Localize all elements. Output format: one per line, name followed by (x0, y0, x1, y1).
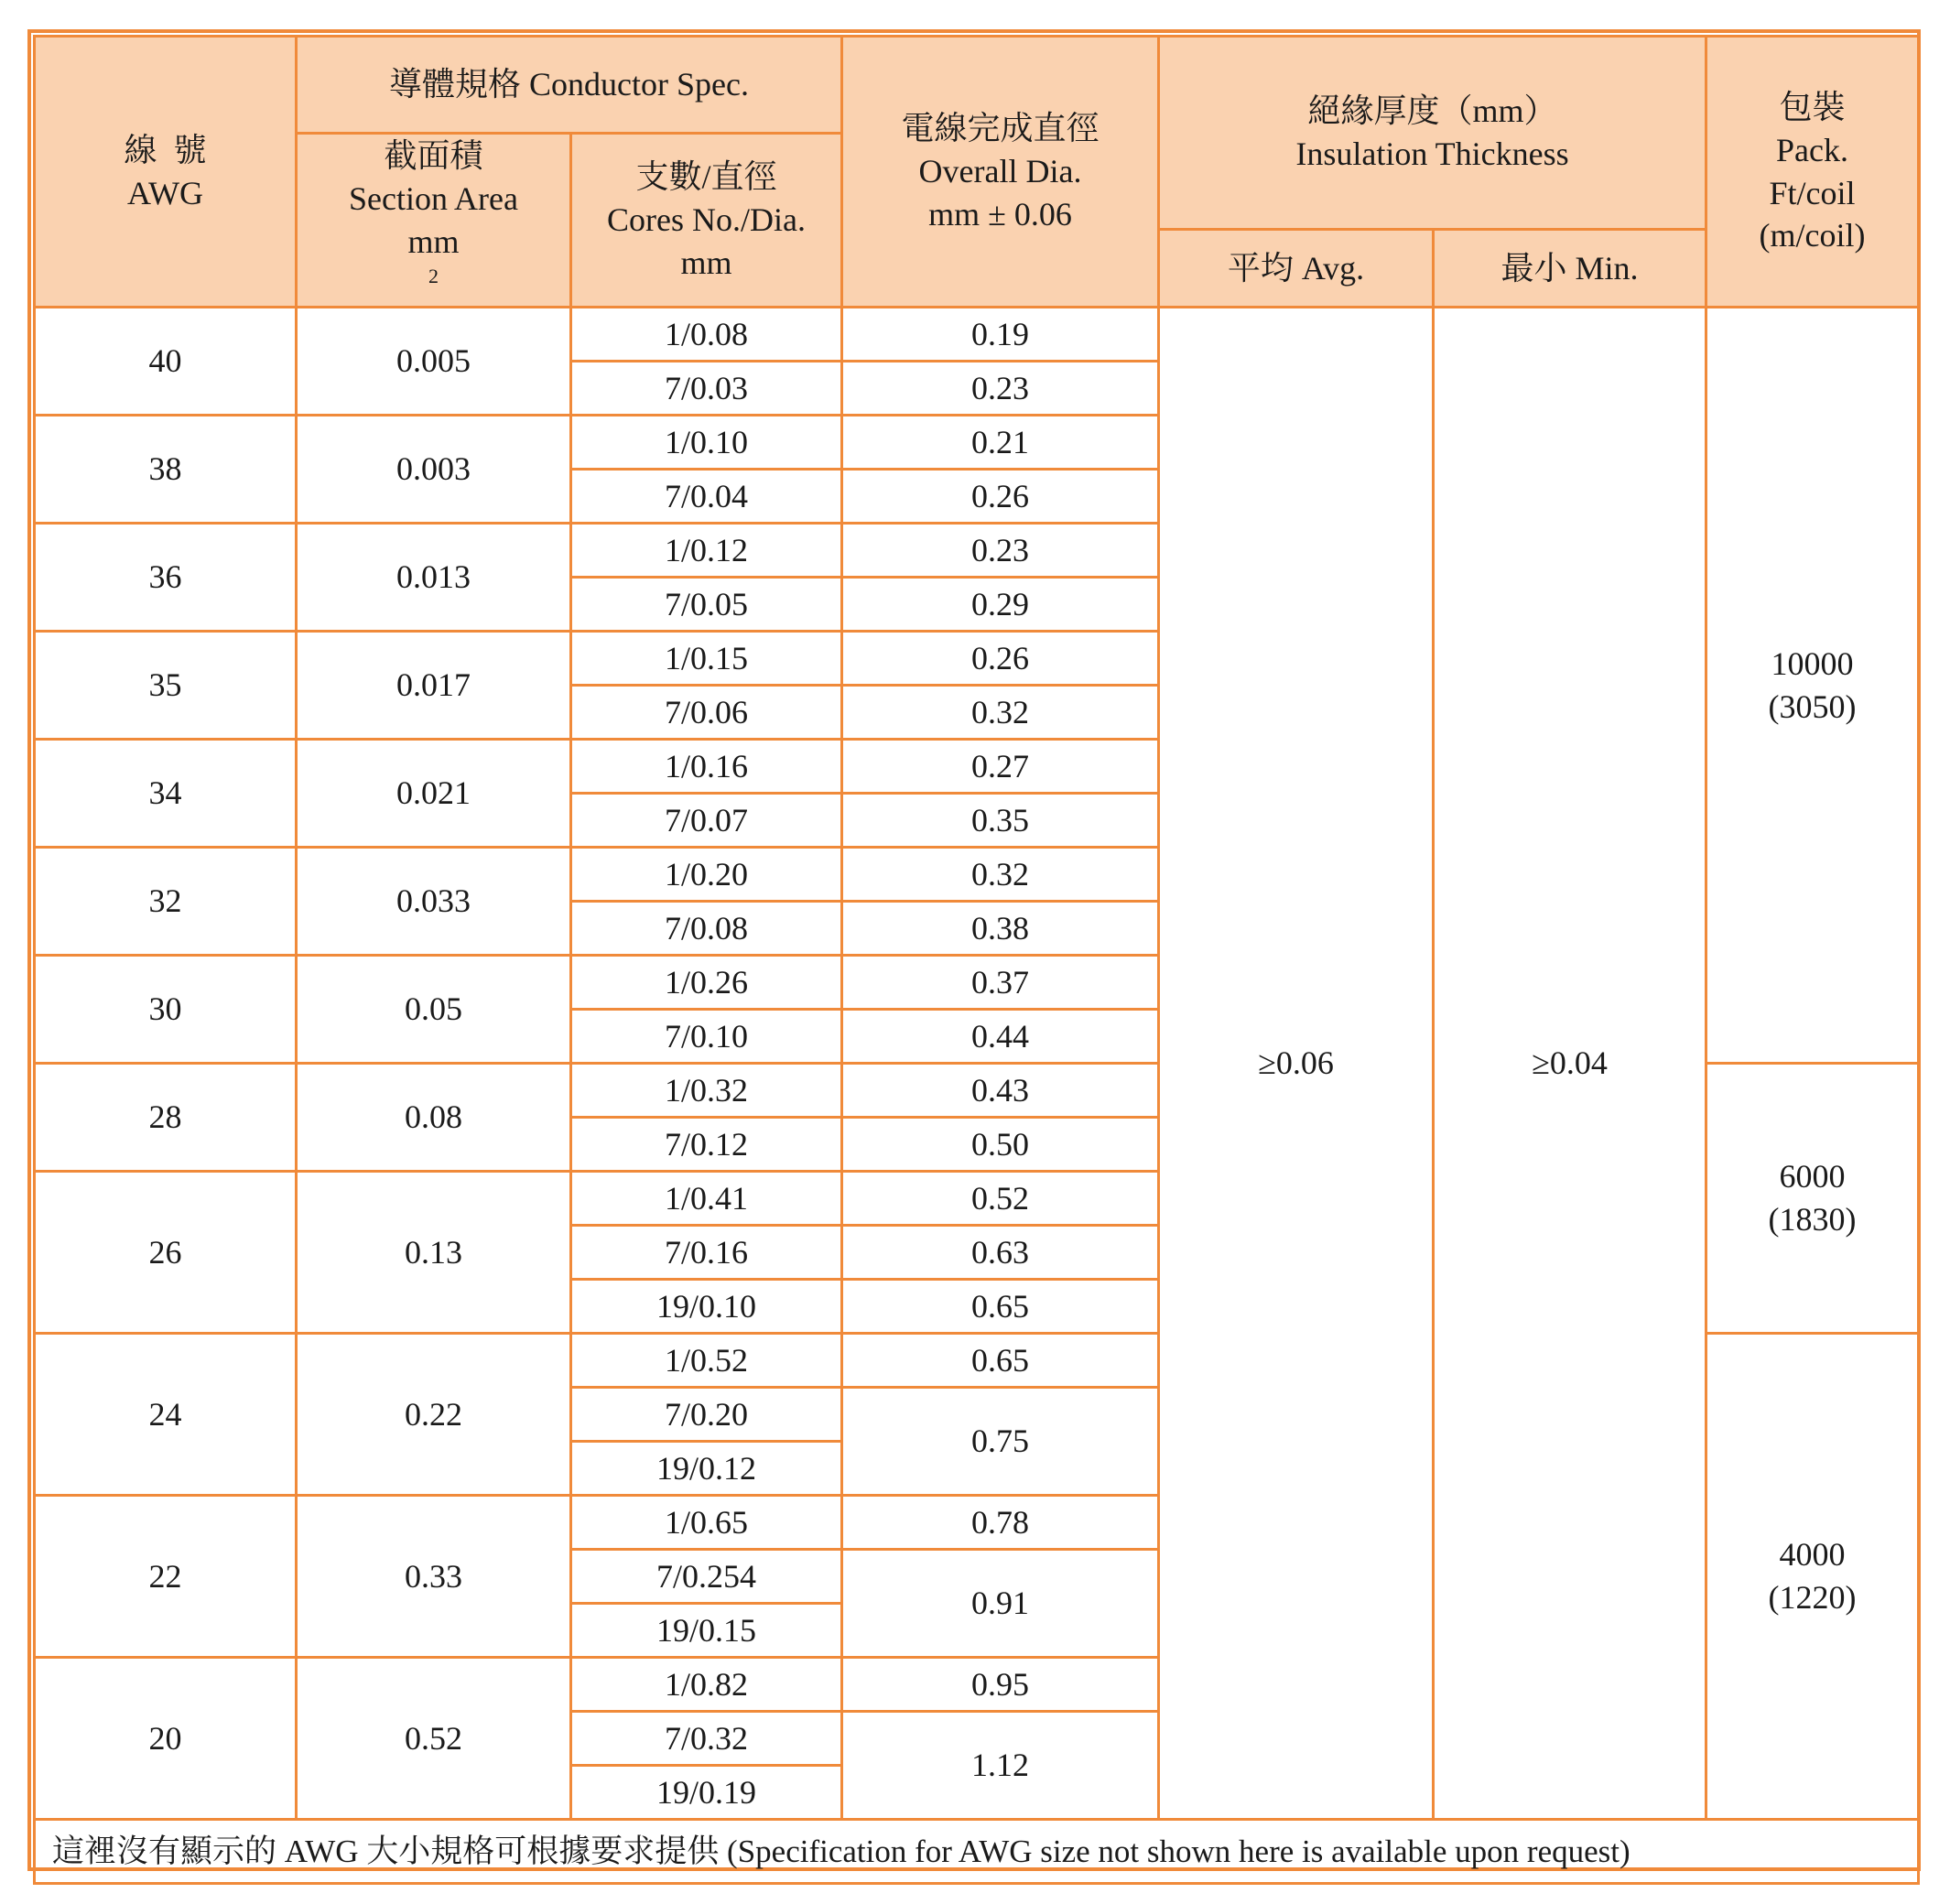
cores-cell: 7/0.03 (571, 362, 842, 416)
section-area-cell: 0.08 (297, 1064, 571, 1172)
cores-cell: 19/0.15 (571, 1604, 842, 1658)
cores-cell: 1/0.82 (571, 1658, 842, 1712)
awg-cell: 30 (35, 956, 297, 1064)
pack-m: (1220) (1768, 1579, 1857, 1617)
awg-cell: 24 (35, 1334, 297, 1496)
section-area-cell: 0.003 (297, 416, 571, 524)
table-row (35, 308, 1919, 362)
cores-cell: 1/0.26 (571, 956, 842, 1010)
overall-dia-cell: 0.63 (842, 1226, 1159, 1280)
cores-cell: 7/0.07 (571, 794, 842, 848)
section-area-cell: 0.22 (297, 1334, 571, 1496)
cores-cell: 1/0.65 (571, 1496, 842, 1550)
cores-cell: 7/0.05 (571, 578, 842, 632)
cores-header: 支數/直徑 Cores No./Dia. mm (571, 134, 842, 308)
overall-dia-cell: 0.95 (842, 1658, 1159, 1712)
section-area-cell: 0.013 (297, 524, 571, 632)
overall-dia-cell: 0.75 (842, 1388, 1159, 1496)
overall-dia-cell: 0.21 (842, 416, 1159, 470)
cores-cell: 1/0.41 (571, 1172, 842, 1226)
overall-dia-cell: 0.19 (842, 308, 1159, 362)
section-area-cell: 0.13 (297, 1172, 571, 1334)
cores-cell: 7/0.16 (571, 1226, 842, 1280)
cores-cell: 19/0.12 (571, 1442, 842, 1496)
overall-dia-cell: 0.29 (842, 578, 1159, 632)
cores-cell: 19/0.19 (571, 1766, 842, 1820)
insulation-min-cell: ≥0.04 (1434, 308, 1706, 1820)
section-area-cell: 0.021 (297, 740, 571, 848)
overall-dia-cell: 0.26 (842, 470, 1159, 524)
overall-dia-cell: 0.32 (842, 848, 1159, 902)
awg-cell: 36 (35, 524, 297, 632)
cores-cell: 7/0.04 (571, 470, 842, 524)
overall-dia-cell: 0.43 (842, 1064, 1159, 1118)
cores-cell: 7/0.12 (571, 1118, 842, 1172)
awg-cell: 40 (35, 308, 297, 416)
cores-cell: 7/0.20 (571, 1388, 842, 1442)
pack-m: (3050) (1768, 687, 1857, 725)
insulation-header: 絕緣厚度（mm） Insulation Thickness (1159, 37, 1706, 230)
overall-dia-cell: 0.52 (842, 1172, 1159, 1226)
cores-cell: 19/0.10 (571, 1280, 842, 1334)
cores-cell: 1/0.10 (571, 416, 842, 470)
cores-cell: 7/0.254 (571, 1550, 842, 1604)
section-area-cell: 0.033 (297, 848, 571, 956)
overall-dia-cell: 0.26 (842, 632, 1159, 686)
section-area-header: 截面積 Section Area mm $^2$ (297, 134, 571, 308)
overall-dia-cell: 0.38 (842, 902, 1159, 956)
avg-header: 平均 Avg. (1159, 229, 1434, 307)
section-area-cell: 0.33 (297, 1496, 571, 1658)
pack-cell (1706, 1334, 1919, 1820)
section-area-cell: 0.005 (297, 308, 571, 416)
cores-cell: 7/0.06 (571, 686, 842, 740)
awg-cell: 28 (35, 1064, 297, 1172)
overall-dia-cell: 0.78 (842, 1496, 1159, 1550)
cores-cell: 7/0.08 (571, 902, 842, 956)
pack-cell (1706, 308, 1919, 1064)
pack-m: (1830) (1768, 1201, 1857, 1239)
pack-ft: 4000 (1779, 1536, 1846, 1574)
cores-cell: 7/0.32 (571, 1712, 842, 1766)
section-area-cell: 0.05 (297, 956, 571, 1064)
insulation-avg-cell: ≥0.06 (1159, 308, 1434, 1820)
awg-cell: 20 (35, 1658, 297, 1820)
overall-dia-cell: 0.32 (842, 686, 1159, 740)
cores-cell: 1/0.32 (571, 1064, 842, 1118)
awg-cell: 32 (35, 848, 297, 956)
overall-dia-cell: 0.50 (842, 1118, 1159, 1172)
conductor-spec-header: 導體規格 Conductor Spec. (297, 37, 842, 134)
overall-dia-cell: 0.44 (842, 1010, 1159, 1064)
overall-dia-cell: 0.65 (842, 1334, 1159, 1388)
overall-dia-cell: 0.91 (842, 1550, 1159, 1658)
awg-header: 線 號 AWG (35, 37, 297, 308)
cores-cell: 1/0.12 (571, 524, 842, 578)
section-area-cell: 0.017 (297, 632, 571, 740)
overall-dia-header: 電線完成直徑 Overall Dia. mm ± 0.06 (842, 37, 1159, 308)
pack-ft: 6000 (1779, 1158, 1846, 1195)
section-area-cell: 0.52 (297, 1658, 571, 1820)
cores-cell: 1/0.15 (571, 632, 842, 686)
awg-cell: 22 (35, 1496, 297, 1658)
pack-header: 包裝 Pack. Ft/coil (m/coil) (1706, 37, 1919, 308)
cores-cell: 1/0.16 (571, 740, 842, 794)
overall-dia-cell: 0.27 (842, 740, 1159, 794)
awg-cell: 38 (35, 416, 297, 524)
footnote: 這裡沒有顯示的 AWG 大小規格可根據要求提供 (Specification for AWG size not shown here is available upon request) (35, 1820, 1919, 1884)
awg-cell: 34 (35, 740, 297, 848)
cores-cell: 1/0.52 (571, 1334, 842, 1388)
cores-cell: 7/0.10 (571, 1010, 842, 1064)
overall-dia-cell: 0.23 (842, 362, 1159, 416)
pack-ft: 10000 (1771, 644, 1854, 682)
overall-dia-cell: 0.65 (842, 1280, 1159, 1334)
pack-cell (1706, 1064, 1919, 1334)
awg-cell: 35 (35, 632, 297, 740)
awg-spec-table (33, 35, 1920, 1885)
cores-cell: 1/0.08 (571, 308, 842, 362)
overall-dia-cell: 0.37 (842, 956, 1159, 1010)
min-header: 最小 Min. (1434, 229, 1706, 307)
overall-dia-cell: 0.23 (842, 524, 1159, 578)
cores-cell: 1/0.20 (571, 848, 842, 902)
awg-cell: 26 (35, 1172, 297, 1334)
overall-dia-cell: 0.35 (842, 794, 1159, 848)
overall-dia-cell: 1.12 (842, 1712, 1159, 1820)
